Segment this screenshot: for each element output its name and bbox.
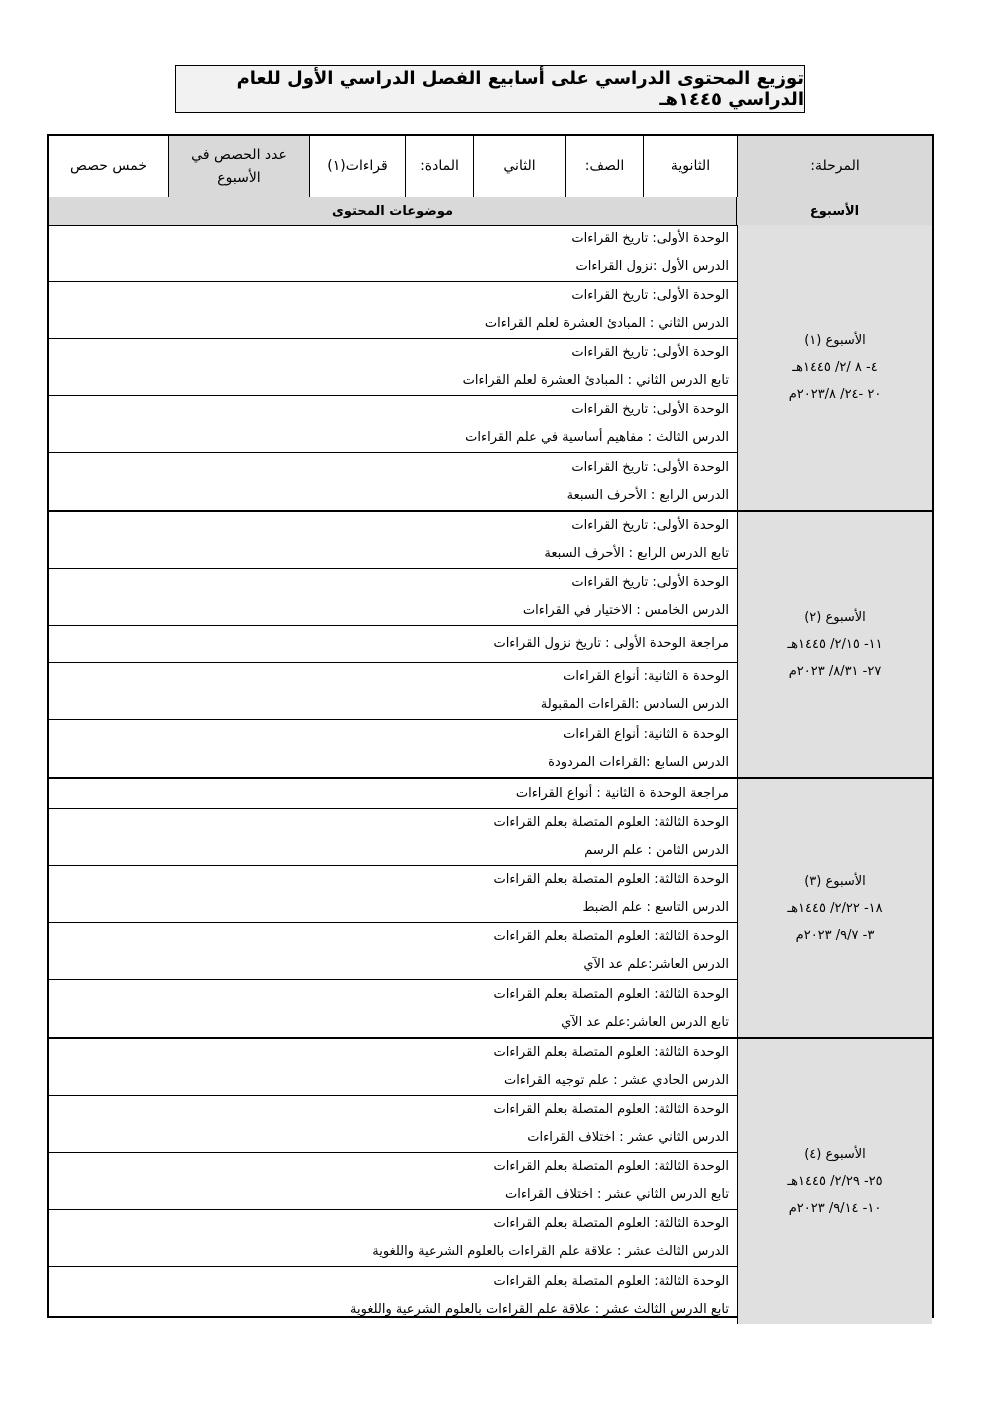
lesson-row	[49, 453, 737, 510]
week-block	[49, 1037, 932, 1324]
unit-title: الوحدة الأولى: تاريخ القراءات	[571, 518, 729, 533]
unit-title: الوحدة الأولى: تاريخ القراءات	[571, 231, 729, 246]
periods-value: خمس حصص	[70, 158, 147, 175]
grade-label: الصف:	[565, 136, 643, 197]
lesson-title: الدرس السابع :القراءات المردودة	[548, 754, 729, 770]
lesson-title: الدرس العاشر:علم عد الآي	[583, 957, 729, 972]
lesson-title: تابع الدرس الثاني : المبادئ العشرة لعلم القراءات	[462, 373, 729, 388]
lesson-title: الدرس السادس :القراءات المقبولة	[540, 697, 729, 712]
unit-title: الوحدة الثالثة: العلوم المتصلة بعلم القراءات	[493, 1216, 729, 1231]
unit-title: الوحدة الثالثة: العلوم المتصلة بعلم القراءات	[493, 986, 729, 1002]
lesson-row	[49, 1153, 737, 1210]
unit-title: الوحدة الأولى: تاريخ القراءات	[571, 459, 729, 475]
stage-label: المرحلة:	[737, 136, 932, 197]
lessons-cell	[49, 512, 737, 777]
stage-value: الثانوية	[643, 136, 737, 197]
unit-title: الوحدة ة الثانية: أنواع القراءات	[563, 669, 729, 684]
lessons-cell	[49, 225, 737, 510]
lesson-row	[49, 512, 737, 569]
lessons-cell	[49, 779, 737, 1037]
lesson-row	[49, 225, 737, 282]
unit-title: الوحدة الأولى: تاريخ القراءات	[571, 575, 729, 590]
unit-title: الوحدة الأولى: تاريخ القراءات	[571, 288, 729, 303]
unit-title: الوحدة ة الثانية: أنواع القراءات	[563, 726, 729, 742]
table-header-row	[49, 136, 932, 198]
lesson-title: الدرس التاسع : علم الضبط	[582, 900, 729, 915]
unit-title: الوحدة الثالثة: العلوم المتصلة بعلم القراءات	[493, 1102, 729, 1117]
column-header-row	[49, 197, 932, 226]
subject-value: قراءات(١)	[309, 136, 405, 197]
lesson-title: الدرس الثامن : علم الرسم	[584, 843, 729, 858]
unit-title: الوحدة الثالثة: العلوم المتصلة بعلم القراءات	[493, 872, 729, 887]
week-gregorian: ٢٠ -٢٤/ ٢٠٢٣/٨م	[788, 387, 882, 402]
grade-value: الثاني	[473, 136, 565, 197]
lesson-title: الدرس الثالث : مفاهيم أساسية في علم القراءات	[465, 430, 729, 445]
unit-title: الوحدة الثالثة: العلوم المتصلة بعلم القراءات	[493, 929, 729, 944]
lesson-title: الدرس الثاني : المبادئ العشرة لعلم القراءات	[484, 316, 729, 331]
week-block	[49, 225, 932, 510]
week-column-header: الأسبوع	[736, 197, 932, 225]
lesson-row	[49, 282, 737, 339]
lesson-title: تابع الدرس الثاني عشر : اختلاف القراءات	[505, 1187, 729, 1202]
lesson-row	[49, 1267, 737, 1324]
week-label: الأسبوع (٤)	[804, 1147, 866, 1162]
week-label-cell	[737, 225, 932, 510]
week-label: الأسبوع (٢)	[804, 610, 866, 625]
lesson-title: الدرس الثالث عشر : علاقة علم القراءات بالعلوم الشرعية واللغوية	[372, 1244, 729, 1259]
lesson-row	[49, 1096, 737, 1153]
week-gregorian: ٣- ٩/٧/ ٢٠٢٣م	[795, 927, 875, 943]
week-hijri: ٢٥- ٢/٢٩/ ١٤٤٥هـ	[787, 1174, 883, 1189]
lesson-title: تابع الدرس العاشر:علم عد الآي	[561, 1014, 729, 1030]
lesson-row	[49, 923, 737, 980]
week-label: الأسبوع (١)	[804, 333, 866, 348]
week-hijri: ١١- ٢/١٥/ ١٤٤٥هـ	[787, 637, 883, 652]
week-block	[49, 777, 932, 1037]
week-label-cell	[737, 779, 932, 1037]
week-label: الأسبوع (٣)	[804, 873, 866, 889]
unit-title: الوحدة الأولى: تاريخ القراءات	[571, 345, 729, 360]
lesson-row	[49, 720, 737, 777]
periods-label: عدد الحصص في الأسبوع	[168, 136, 309, 197]
lesson-row	[49, 779, 737, 809]
lesson-title: مراجعة الوحدة الأولى : تاريخ نزول القراءات	[493, 636, 729, 651]
lesson-title: تابع الدرس الرابع : الأحرف السبعة	[544, 546, 729, 561]
lesson-row	[49, 396, 737, 453]
unit-title: الوحدة الثالثة: العلوم المتصلة بعلم القراءات	[493, 1273, 729, 1289]
week-label-cell	[737, 1039, 932, 1324]
week-gregorian: ١٠- ٩/١٤/ ٢٠٢٣م	[788, 1201, 882, 1216]
lesson-row	[49, 866, 737, 923]
lesson-row	[49, 569, 737, 626]
week-hijri: ١٨- ٢/٢٢/ ١٤٤٥هـ	[787, 900, 883, 916]
lessons-cell	[49, 1039, 737, 1324]
page-title: توزيع المحتوى الدراسي على أسابيع الفصل الدراسي الأول للعام الدراسي ١٤٤٥هـ	[175, 65, 805, 113]
week-label-cell	[737, 512, 932, 777]
lesson-row	[49, 1039, 737, 1096]
unit-title: الوحدة الثالثة: العلوم المتصلة بعلم القراءات	[493, 1159, 729, 1174]
lesson-row	[49, 663, 737, 720]
week-hijri: ٤- ٨ /٢/ ١٤٤٥هـ	[792, 360, 878, 375]
content-table	[47, 134, 934, 1318]
lesson-row	[49, 1210, 737, 1267]
content-column-header: موضوعات المحتوى	[331, 203, 454, 219]
unit-title: الوحدة الثالثة: العلوم المتصلة بعلم القراءات	[493, 1045, 729, 1060]
unit-title: الوحدة الأولى: تاريخ القراءات	[571, 402, 729, 417]
week-gregorian: ٢٧- ٨/٣١/ ٢٠٢٣م	[788, 664, 882, 679]
lesson-title: الدرس الأول :نزول القراءات	[575, 259, 729, 274]
lesson-row	[49, 980, 737, 1037]
lesson-row	[49, 626, 737, 663]
unit-title: الوحدة الثالثة: العلوم المتصلة بعلم القراءات	[493, 815, 729, 830]
lesson-title: مراجعة الوحدة ة الثانية : أنواع القراءات	[515, 785, 729, 801]
lesson-title: الدرس الثاني عشر : اختلاف القراءات	[527, 1130, 729, 1145]
lesson-title: الدرس الرابع : الأحرف السبعة	[566, 487, 729, 503]
lesson-title: تابع الدرس الثالث عشر : علاقة علم القراءات بالعلوم الشرعية واللغوية	[350, 1301, 729, 1317]
subject-label: المادة:	[405, 136, 473, 197]
lesson-title: الدرس الحادي عشر : علم توجيه القراءات	[503, 1073, 729, 1088]
lesson-title: الدرس الخامس : الاختيار في القراءات	[522, 603, 729, 618]
lesson-row	[49, 809, 737, 866]
lesson-row	[49, 339, 737, 396]
week-block	[49, 510, 932, 777]
